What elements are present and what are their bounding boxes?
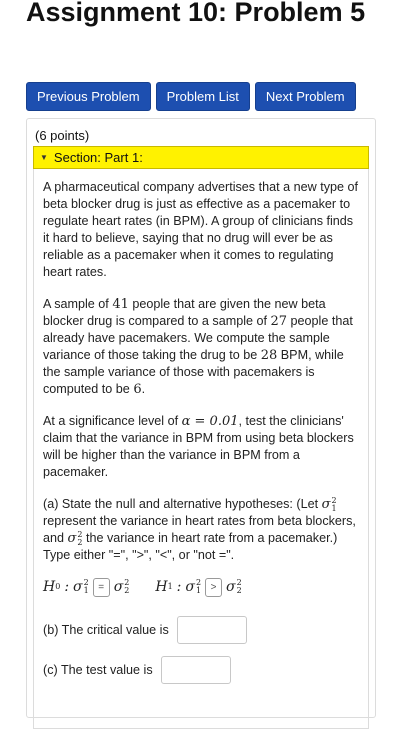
colon: :: [176, 579, 182, 595]
text: (a) State the null and alternative hypotheses: (Let: [43, 497, 322, 511]
critical-value-input[interactable]: [177, 616, 247, 644]
sample-variance-1: 28: [260, 348, 278, 363]
alternative-hypothesis: H 1 : σ 2 1 > σ 2 2: [155, 578, 242, 595]
problem-navigation: [26, 82, 356, 111]
sigma-symbol: σ: [67, 531, 77, 546]
colon: :: [64, 579, 70, 595]
text: represent the variance in heart rates from beta blockers, and: [43, 514, 356, 545]
critical-value-label: (b) The critical value is: [43, 623, 169, 637]
alpha-value: α = 0.01: [181, 414, 239, 429]
null-hypothesis: H 0 : σ 2 1 = σ 2 2: [43, 578, 130, 595]
problem-claim: [43, 413, 360, 481]
problem-samples: [43, 296, 360, 398]
sigma-2-squared: σ 2 2: [67, 529, 83, 547]
text: people that already have pacemakers. We compute the sample variance of those taking the drug to be: [43, 314, 353, 362]
sigma-symbol: σ: [185, 579, 195, 595]
previous-problem-button[interactable]: Previous Problem: [26, 82, 151, 111]
null-hypothesis-select[interactable]: =: [93, 578, 110, 597]
sample-variance-2: 6: [133, 382, 142, 397]
critical-value-row: [43, 616, 360, 644]
sigma-1-squared: σ 2 1: [321, 495, 337, 513]
text: people that are given the new beta blocker drug is compared to a sample of: [43, 297, 326, 328]
h-symbol: H: [155, 579, 168, 595]
section-label: Section: Part 1:: [53, 150, 143, 165]
page-title: Assignment 10: Problem 5: [26, 0, 366, 27]
sample-size-2: 27: [270, 314, 288, 329]
problem-body: [33, 169, 369, 729]
triangle-down-icon: ▼: [40, 153, 48, 162]
hypotheses-instructions: [43, 496, 360, 564]
hypotheses-row: [43, 574, 360, 600]
next-problem-button[interactable]: Next Problem: [255, 82, 356, 111]
sigma-symbol: σ: [113, 579, 124, 595]
text: the variance in heart rate from a pacemaker.) Type either "=", ">", "<", or "not =".: [43, 531, 338, 562]
sigma-symbol: σ: [226, 579, 236, 595]
sigma-symbol: σ: [73, 579, 83, 595]
section-header-part-1[interactable]: [33, 146, 369, 169]
text: BPM, while the sample variance of those with pacemakers is computed to be: [43, 348, 344, 396]
test-value-label: (c) The test value is: [43, 663, 153, 677]
points-label: (6 points): [35, 128, 90, 143]
h-symbol: H: [43, 579, 56, 595]
text: At a significance level of: [43, 414, 182, 428]
alternative-hypothesis-select[interactable]: >: [205, 578, 222, 597]
problem-panel: [26, 118, 376, 718]
text: A sample of: [43, 297, 113, 311]
problem-intro: A pharmaceutical company advertises that a new type of beta blocker drug is just as effective as a pacemaker to regulate heart rates (in BPM). A group of clinicians finds it hard to believe, saying that no drug will ever be as reliable as a pacemaker when it comes to regulating heart rates.: [43, 180, 359, 279]
sigma-symbol: σ: [321, 497, 331, 512]
test-value-row: [43, 656, 360, 684]
text: , test the clinicians' claim that the variance in BPM from using beta blockers will be higher than the variance in BPM from a pacemaker.: [43, 414, 354, 479]
test-value-input[interactable]: [161, 656, 231, 684]
problem-list-button[interactable]: Problem List: [156, 82, 250, 111]
text: .: [141, 382, 146, 396]
sample-size-1: 41: [112, 297, 129, 312]
